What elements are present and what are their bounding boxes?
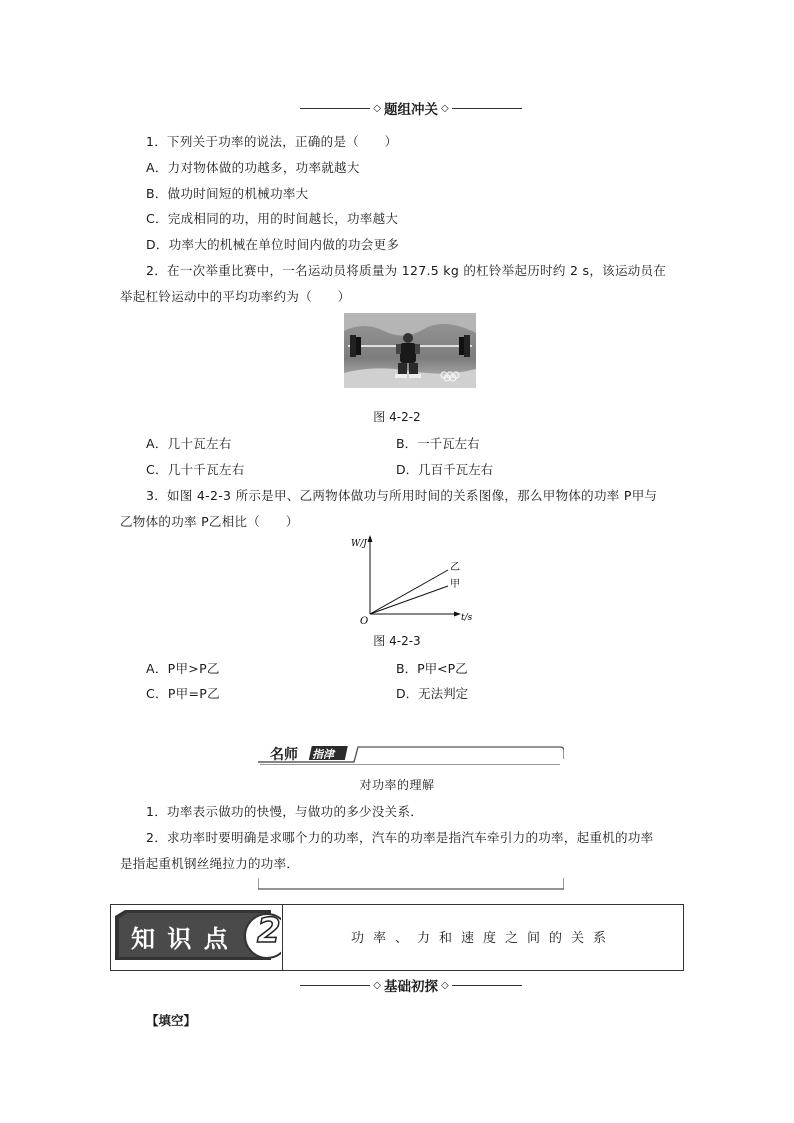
q1-stem: 1．下列关于功率的说法，正确的是（ ）	[146, 134, 398, 149]
section-banner-2	[300, 975, 522, 995]
line-label-yi: 乙	[450, 562, 460, 573]
weightlifter-photo	[344, 313, 476, 388]
line-yi	[370, 570, 448, 614]
figure-caption-4-2-3: 图 4-2-3	[373, 634, 421, 648]
x-axis-arrow-icon	[454, 612, 461, 617]
q3-stem-line1: 3．如图 4-2-3 所示是甲、乙两物体做功与所用时间的关系图像，那么甲物体的功率 P甲与	[146, 488, 658, 503]
q1-option-c: C．完成相同的功，用的时间越长，功率越大	[146, 211, 399, 226]
banner-rule	[452, 985, 522, 986]
knowledge-number: 2	[257, 911, 281, 951]
line-jia	[370, 586, 448, 614]
q1-option-b: B．做功时间短的机械功率大	[146, 186, 309, 201]
q1-option-d: D．功率大的机械在单位时间内做的功会更多	[146, 237, 400, 252]
banner-rule	[300, 108, 370, 109]
q1-option-a: A．力对物体做的功越多，功率就越大	[146, 160, 360, 175]
tip-title: 对功率的理解	[359, 778, 435, 792]
q2-option-d: D．几百千瓦左右	[396, 462, 494, 477]
diamond-icon: ◇	[441, 979, 449, 991]
x-axis-label: t/s	[461, 613, 473, 623]
fill-in-label: 【填空】	[146, 1013, 197, 1028]
figure-caption-4-2-2: 图 4-2-2	[373, 410, 421, 424]
q3-stem-line2: 乙物体的功率 P乙相比（ ）	[120, 514, 299, 529]
tip-label-left: 名师	[270, 747, 298, 763]
diamond-icon: ◇	[441, 102, 449, 114]
q3-option-c: C．P甲=P乙	[146, 686, 220, 701]
knowledge-label: 知 识 点	[131, 925, 230, 953]
origin-label: O	[360, 616, 369, 627]
tip-point-2-line1: 2．求功率时要明确是求哪个力的功率，汽车的功率是指汽车牵引力的功率，起重机的功率	[146, 830, 654, 845]
q3-option-b: B．P甲<P乙	[396, 661, 468, 676]
q2-option-c: C．几十千瓦左右	[146, 462, 245, 477]
y-axis-arrow-icon	[368, 535, 373, 542]
tip-point-2-line2: 是指起重机钢丝绳拉力的功率．	[120, 856, 300, 871]
knowledge-point-box	[110, 904, 684, 971]
q2-stem-line1: 2．在一次举重比赛中，一名运动员将质量为 127.5 kg 的杠铃举起历时约 2 s，该运动员在	[146, 263, 667, 278]
q3-option-d: D．无法判定	[396, 686, 469, 701]
line-label-jia: 甲	[450, 579, 460, 590]
banner-rule	[300, 985, 370, 986]
q2-stem-line2: 举起杠铃运动中的平均功率约为（ ）	[120, 289, 351, 304]
banner-rule	[452, 108, 522, 109]
diamond-icon: ◇	[373, 979, 381, 991]
banner-title: 基础初探	[384, 979, 438, 995]
tip-point-1: 1．功率表示做功的快慢，与做功的多少没关系．	[146, 804, 424, 819]
work-time-graph	[340, 532, 480, 628]
knowledge-title: 功率、力和速度之间的关系	[350, 931, 615, 946]
diamond-icon: ◇	[373, 102, 381, 114]
tip-label-right: 指津	[312, 748, 334, 761]
q3-option-a: A．P甲>P乙	[146, 661, 220, 676]
q2-option-a: A．几十瓦左右	[146, 436, 232, 451]
banner-title: 题组冲关	[384, 102, 438, 118]
q2-option-b: B．一千瓦左右	[396, 436, 480, 451]
y-axis-label: W/J	[351, 539, 367, 549]
section-banner-1	[300, 98, 522, 118]
